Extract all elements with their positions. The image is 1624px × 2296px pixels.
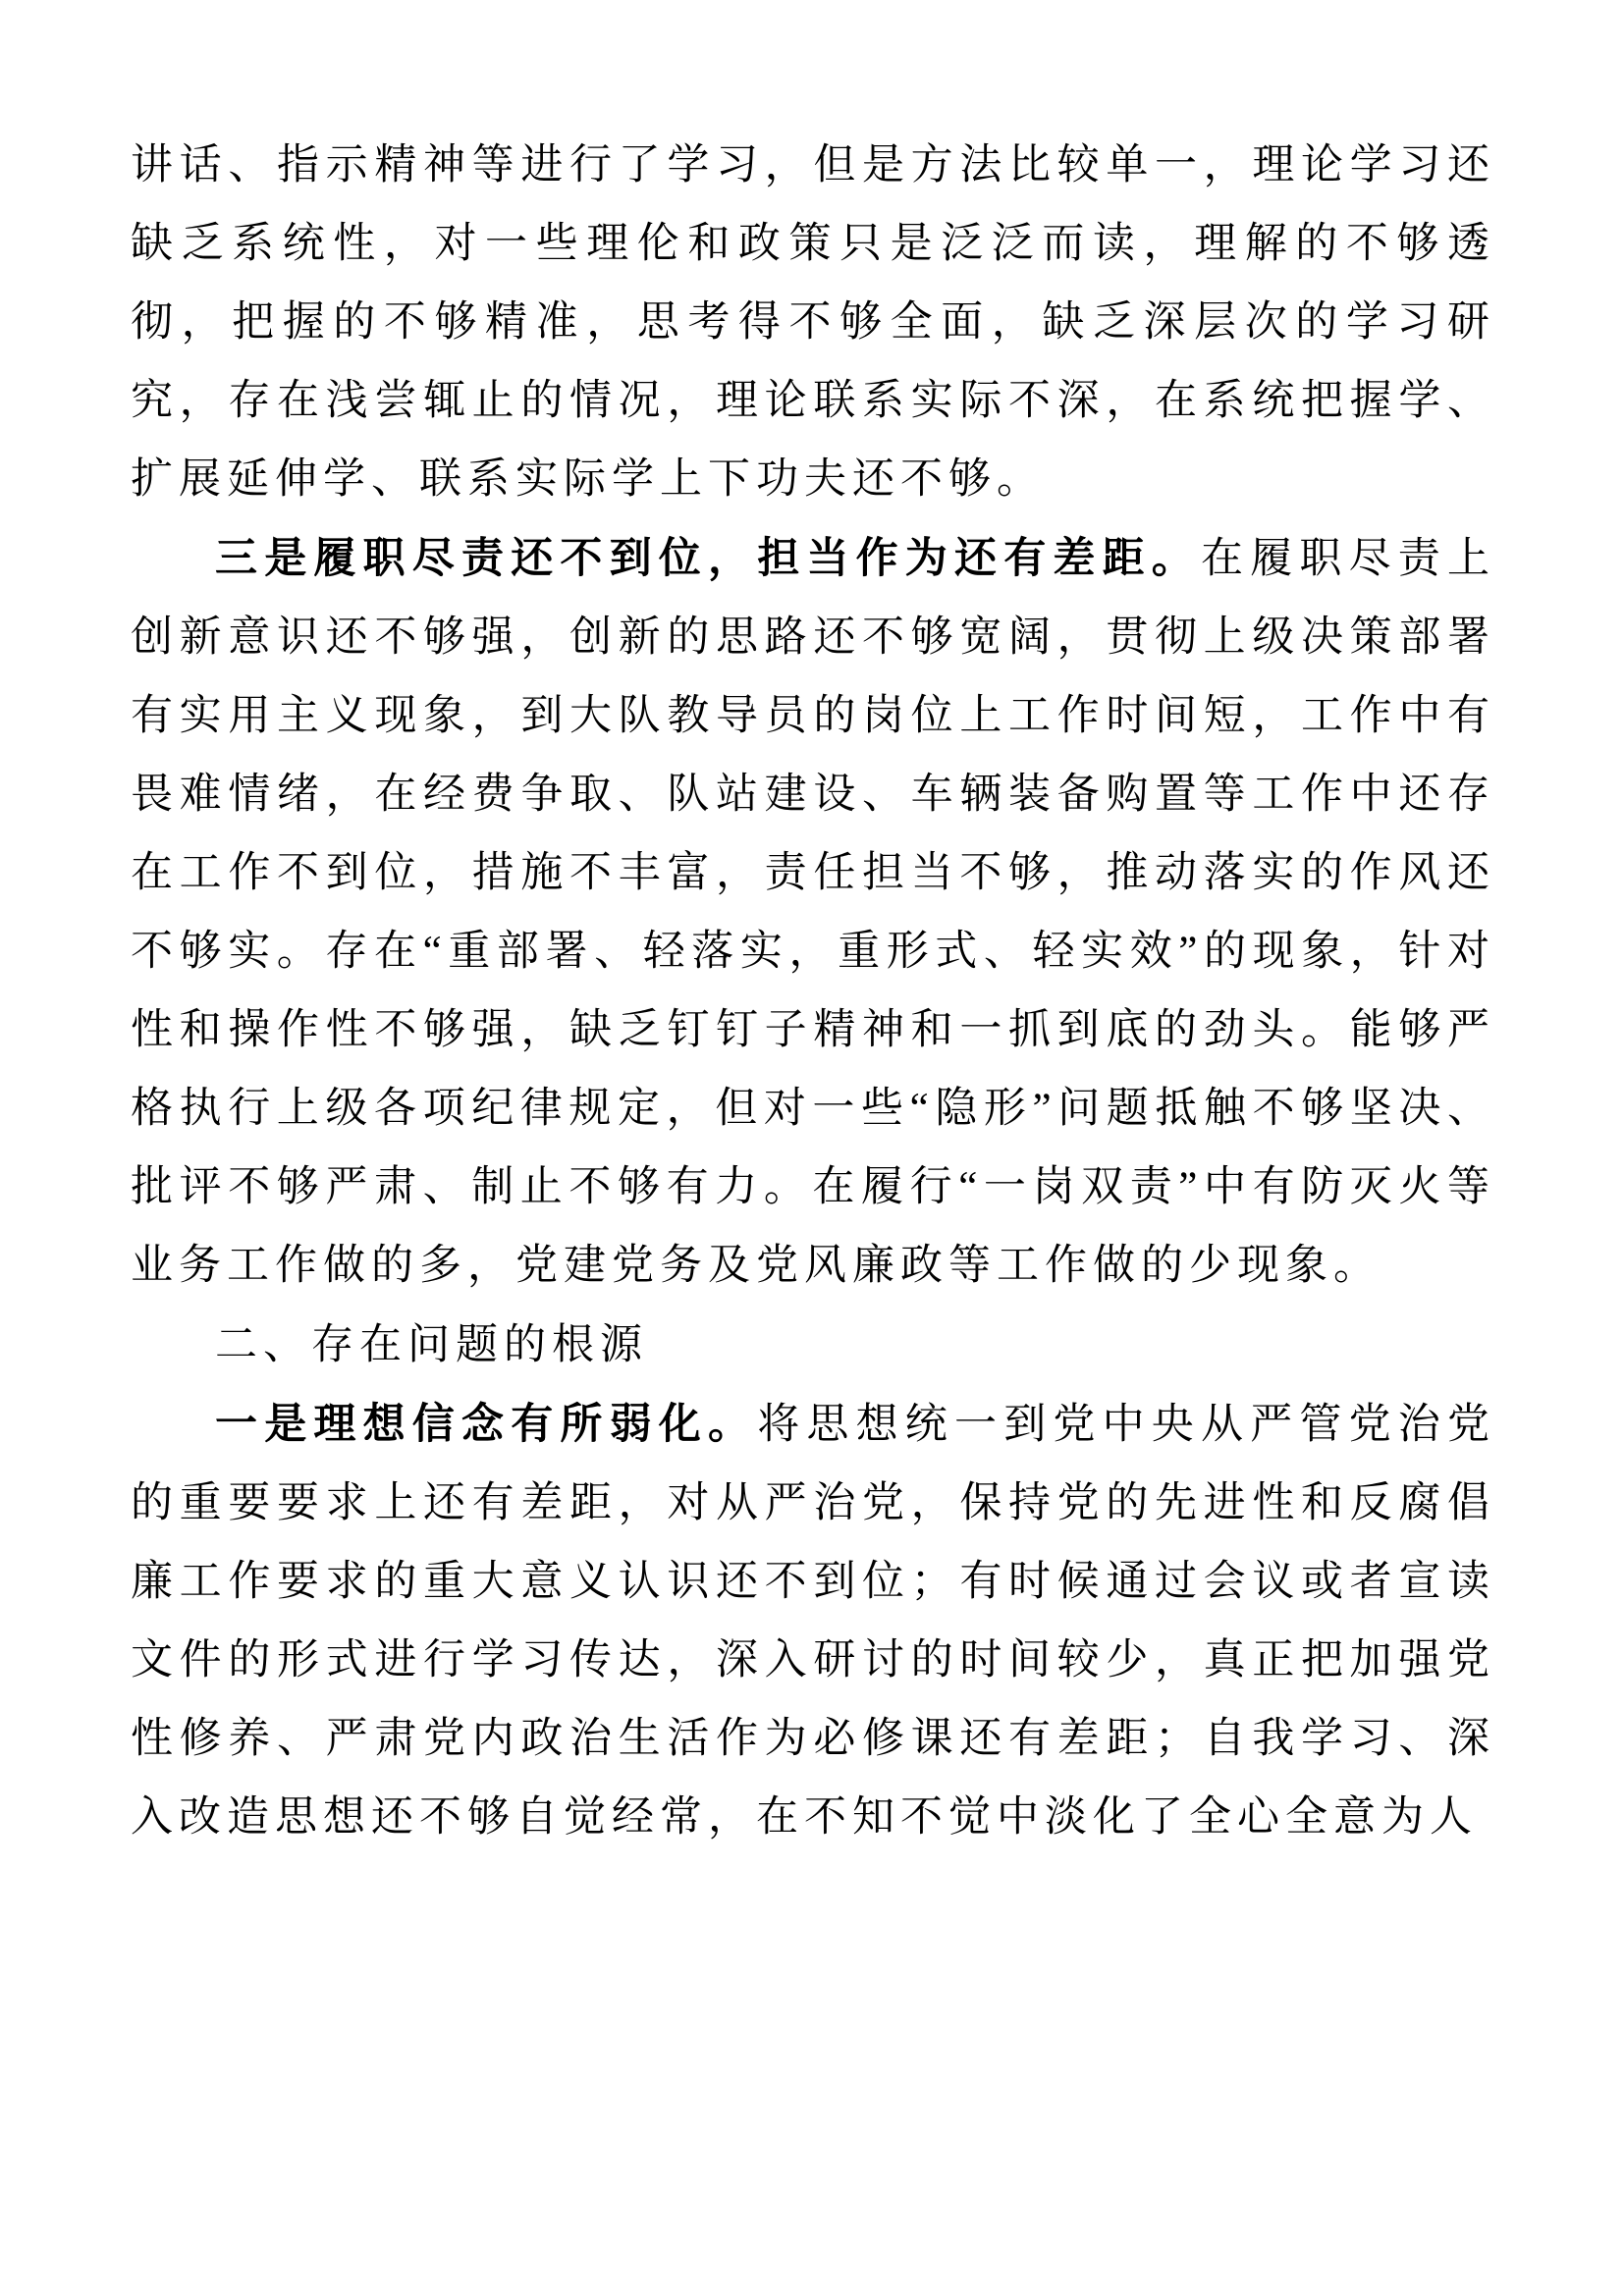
paragraph-continuation (131, 126, 1495, 519)
paragraph-lead: 三是履职尽责还不到位，担当作为还有差距。 (215, 535, 1201, 582)
paragraph-text: 在履职尽责上创新意识还不够强，创新的思路还不够宽阔，贯彻上级决策部署有实用主义现象，到大队教导员的岗位上工作时间短，工作中有畏难情绪，在经费争取、队站建设、车辆装备购置等工作中还存在工作不到位，措施不丰富，责任担当不够，推动落实的作风还不够实。存在“重部署、轻落实，重形式、轻实效”的现象，针对性和操作性不够强，缺乏钉钉子精神和一抓到底的劲头。能够严格执行上级各项纪律规定，但对一些“隐形”问题抵触不够坚决、批评不够严肃、制止不够有力。在履行“一岗双责”中有防灭火等业务工作做的多，党建党务及党风廉政等工作做的少现象。 (131, 536, 1495, 1289)
paragraph-point-three (131, 519, 1495, 1306)
paragraph-text: 二、存在问题的根源 (215, 1322, 648, 1368)
paragraph-point-one (131, 1385, 1495, 1857)
section-heading (131, 1306, 1495, 1385)
paragraph-text: 讲话、指示精神等进行了学习，但是方法比较单一，理论学习还缺乏系统性，对一些理伦和政策只是泛泛而读，理解的不够透彻，把握的不够精准，思考得不够全面，缺乏深层次的学习研究，存在浅尝辄止的情况，理论联系实际不深，在系统把握学、扩展延伸学、联系实际学上下功夫还不够。 (131, 142, 1495, 503)
paragraph-lead: 一是理想信念有所弱化。 (215, 1401, 758, 1448)
paragraph-text: 将思想统一到党中央从严管党治党的重要要求上还有差距，对从严治党，保持党的先进性和反腐倡廉工作要求的重大意义认识还不到位；有时候通过会议或者宣读文件的形式进行学习传达，深入研讨的时间较少，真正把加强党性修养、严肃党内政治生活作为必修课还有差距；自我学习、深入改造思想还不够自觉经常，在不知不觉中淡化了全心全意为人 (131, 1402, 1496, 1841)
document-body (131, 126, 1495, 1857)
